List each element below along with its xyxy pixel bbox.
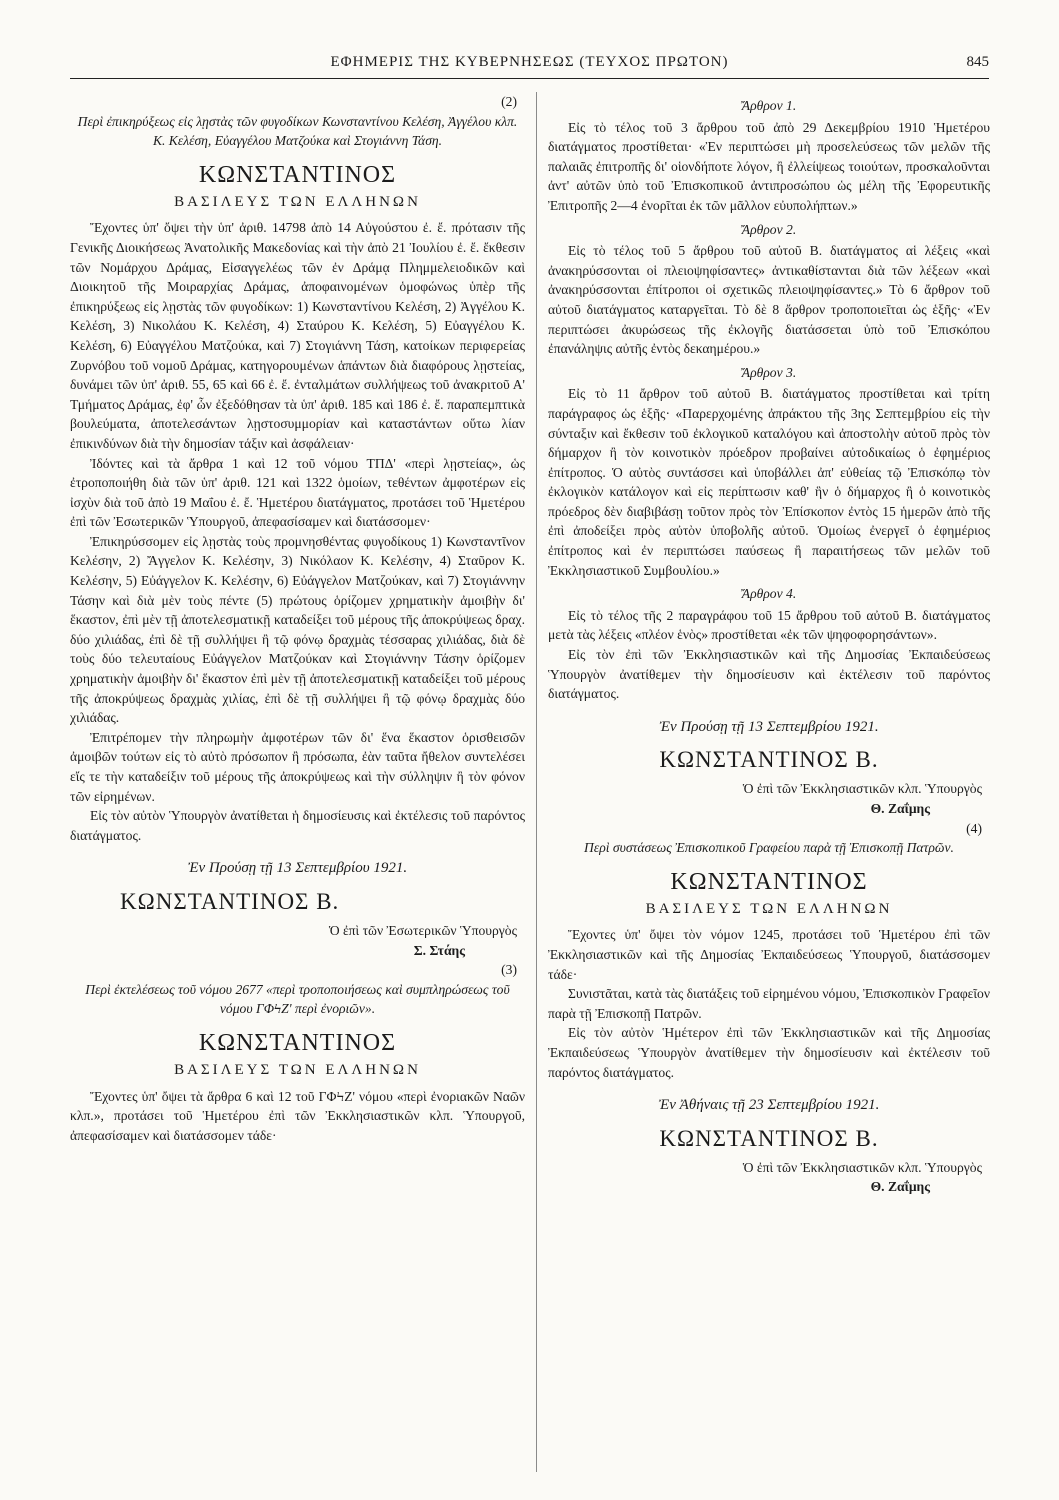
dateline: Ἐν Ἀθήναις τῇ 23 Σεπτεμβρίου 1921. xyxy=(658,1097,880,1114)
minister-title: Ὁ ἐπὶ τῶν Ἐκκλησιαστικῶν κλπ. Ὑπουργὸς xyxy=(742,781,982,797)
decree-subject: Περὶ συστάσεως Ἐπισκοπικοῦ Γραφείου παρὰ τῇ Ἐπισκοπῇ Πατρῶν. xyxy=(584,840,954,856)
decree-subject: Περὶ ἐπικηρύξεως εἰς λῃστὰς τῶν φυγοδίκων Κωνσταντίνου Κελέση, Ἀγγέλου κλπ. Κ. Κελέση, Εὐαγγέλου Ματζούκα καὶ Στογιάννη Τάση. xyxy=(77,113,518,149)
article-text: Εἰς τὸ τέλος τοῦ 3 ἄρθρου τοῦ ἀπὸ 29 Δεκεμβρίου 1910 Ἡμετέρου διατάγματος προστίθεται· «Ἐν περιπτώσει μὴ προσελεύσεως τῶν μελῶν τῆς παλαιᾶς ἐπιτροπῆς δι' οἱονδήποτε λόγον, ἢ ἐλλείψεως τοιούτων, προσκαλοῦνται ἀντ' αὐτῶν ὑπὸ τοῦ Ἐπισκοπικοῦ ἀντιπροσώπου ὡς μέλη τῆς Ἐφορευτικῆς Ἐπιτροπῆς 2—4 ἐνορῖται ἐκ τῶν μᾶλλον εὐυπολήπτων.» xyxy=(548,119,990,213)
article-text: Εἰς τὸ 11 ἄρθρον τοῦ αὐτοῦ Β. διατάγματος προστίθεται καὶ τρίτη παράγραφος ὡς ἑξῆς· «Παρερχομένης ἀπράκτου τῆς 3ης Σεπτεμβρίου εἰς τὴν σύνταξιν καὶ ἔκθεσιν τοῦ ἐκλογικοῦ καταλόγου καὶ ἀποστολὴν αὐτοῦ πρὸς τὸν δήμαρχον ἢ τὸν κοινοτικὸν πρόεδρον προβαίνει αὐτοδικαίως ὁ ἐφημέριος ἐπίτροπος. Ὁ αὐτὸς συντάσσει καὶ ὑποβάλλει ἀπ' εὐθείας τῷ Ἐπισκόπῳ τὸν ἐκλογικὸν κατάλογον καὶ εἰς περίπτωσιν καθ' ἣν ὁ δήμαρχος ἢ ὁ κοινοτικὸς πρόεδρος δὲν διαβιβάσῃ τοῦτον πρὸς τὸν Ἐπίσκοπον ἐντὸς 15 ἡμερῶν ἀπὸ τῆς ἐπὶ ἀποδείξει πρὸς αὐτὸν ὑποβολῆς αὐτοῦ. Ὁμοίως ἐνεργεῖ ὁ ἐφημέριος ἐπίτροπος καὶ ἐν περιπτώσει παύσεως ἢ παραιτήσεως τῶν μελῶν τοῦ Ἐκκλησιαστικοῦ Συμβουλίου.» xyxy=(548,386,990,578)
gazette-title: ΕΦΗΜΕΡΙΣ ΤΗΣ ΚΥΒΕΡΝΗΣΕΩΣ (ΤΕΥΧΟΣ ΠΡΩΤΟΝ) xyxy=(330,54,729,70)
dateline: Ἐν Προύσῃ τῇ 13 Σεπτεμβρίου 1921. xyxy=(187,860,408,877)
decree-paragraph: Ἔχοντες ὑπ' ὄψει τὴν ὑπ' ἀριθ. 14798 ἀπὸ 14 Αὐγούστου ἐ. ἔ. πρότασιν τῆς Γενικῆς Διοικήσεως Ἀνατολικῆς Μακεδονίας καὶ τὴν ἀπὸ 21 Ἰουλίου ἐ. ἔ. ἔκθεσιν τῶν Νομάρχου Δράμας, Εἰσαγγελέως τῶν ἐν Δράμᾳ Πλημμελειοδικῶν καὶ Διοικητοῦ τῆς Μοιραρχίας Δράμας, ἀποφαινομένων ὁμοφώνως ὑπὲρ τῆς ἐπικηρύξεως εἰς λῃστὰς τῶν φυγοδίκων: 1) Κωνσταντίνου Κελέση, 2) Ἀγγέλου Κ. Κελέση, 3) Νικολάου Κ. Κελέση, 4) Σταύρου Κ. Κελέση, 5) Εὐαγγέλου Κ. Κελέση, 6) Εὐαγγέλου Ματζούκα, καὶ 7) Στογιάννη Τάση, κατοίκων περιφερείας Ζυρνόβου τοῦ νομοῦ Δράμας, κατηγορουμένων ἁπάντων διὰ διαφόρους λῃστείας, δυνάμει τῶν ὑπ' ἀριθ. 55, 65 καὶ 66 ἐ. ἔ. ἐνταλμάτων συλλήψεως τοῦ ἀνακριτοῦ Α' Τμήματος Δράμας, ἐφ' ὧν ἐξεδόθησαν τὰ ὑπ' ἀριθ. 185 καὶ 186 ἐ. ἔ. παραπεμπτικὰ βουλεύματα, ἀποτελεσάντων λῃστοσυμμορίαν καὶ καταστάντων οὕτω λίαν ἐπικινδύνων διὰ τὴν δημοσίαν τάξιν καὶ ἀσφάλειαν· xyxy=(70,220,525,451)
king-heading: ΚΩΝΣΤΑΝΤΙΝΟΣ xyxy=(198,161,397,188)
page-header xyxy=(70,50,989,79)
page-number: 845 xyxy=(966,54,989,70)
king-title: ΒΑΣΙΛΕΥΣ ΤΩΝ ΕΛΛΗΝΩΝ xyxy=(174,1061,421,1078)
decree-paragraph: Συνιστᾶται, κατὰ τὰς διατάξεις τοῦ εἰρημένου νόμου, Ἐπισκοπικὸν Γραφεῖον παρὰ τῇ Ἐπισκοπῇ Πατρῶν. xyxy=(548,986,990,1021)
article-heading: Ἄρθρον 1. xyxy=(741,98,797,113)
royal-signature: ΚΩΝΣΤΑΝΤΙΝΟΣ Β. xyxy=(659,747,879,773)
right-column xyxy=(548,92,990,1472)
decree-paragraph: Ἔχοντες ὑπ' ὄψει τὸν νόμον 1245, προτάσει τοῦ Ἡμετέρου ἐπὶ τῶν Ἐκκλησιαστικῶν καὶ τῆς Δημοσίας Ἐκπαιδεύσεως Ὑπουργοῦ, διατάσσομεν τάδε· xyxy=(548,927,990,982)
article-heading: Ἄρθρον 3. xyxy=(741,364,797,380)
article-heading: Ἄρθρον 2. xyxy=(741,221,797,237)
column-divider xyxy=(536,92,537,1472)
decree-paragraph: Ἐπιτρέπομεν τὴν πληρωμὴν ἀμφοτέρων τῶν δι' ἕνα ἕκαστον ὁρισθεισῶν ἀμοιβῶν τούτων εἰς τὸ αὐτὸ πρόσωπον ἢ πρόσωπα, ἐὰν ταῦτα ἤθελον συντελέσει εἴς τε τὴν καταδείξιν τοῦ μέρους τῆς ἀποκρύψεως καὶ τὴν σύλληψιν ἢ τὸν φόνον τῶν εἰρημένων. xyxy=(70,729,525,804)
execution-clause: Εἰς τὸν ἐπὶ τῶν Ἐκκλησιαστικῶν καὶ τῆς Δημοσίας Ἐκπαιδεύσεως Ὑπουργὸν ἀνατίθεμεν τὴν δημοσίευσιν καὶ ἐκτέλεσιν τοῦ παρόντος διατάγματος. xyxy=(548,647,990,702)
king-heading: ΚΩΝΣΤΑΝΤΙΝΟΣ xyxy=(670,868,868,895)
royal-signature: ΚΩΝΣΤΑΝΤΙΝΟΣ Β. xyxy=(659,1125,879,1151)
king-title: ΒΑΣΙΛΕΥΣ ΤΩΝ ΕΛΛΗΝΩΝ xyxy=(174,193,421,210)
decree-paragraph: Ἰδόντες καὶ τὰ ἄρθρα 1 καὶ 12 τοῦ νόμου ΤΠΔ' «περὶ λῃστείας», ὡς ἐτροποποιήθη διὰ τῶν ὑπ' ἀριθ. 121 καὶ 1322 ὁμοίων, τεθέντων ἀμφοτέρων εἰς ἰσχὺν διὰ τοῦ ἀπὸ 19 Μαΐου ἐ. ἔ. Ἡμετέρου διατάγματος, προτάσει τοῦ Ἡμετέρου ἐπὶ τῶν Ἐσωτερικῶν Ὑπουργοῦ, ἀπεφασίσαμεν καὶ διατάσσομεν· xyxy=(70,455,525,530)
minister-name: Θ. Ζαΐμης xyxy=(870,1179,930,1195)
decree-number: (3) xyxy=(501,962,517,978)
decree-number: (2) xyxy=(501,94,517,109)
minister-title: Ὁ ἐπὶ τῶν Ἐκκλησιαστικῶν κλπ. Ὑπουργὸς xyxy=(742,1159,982,1175)
minister-name: Θ. Ζαΐμης xyxy=(870,801,930,816)
royal-signature: ΚΩΝΣΤΑΝΤΙΝΟΣ Β. xyxy=(120,888,340,914)
king-title: ΒΑΣΙΛΕΥΣ ΤΩΝ ΕΛΛΗΝΩΝ xyxy=(645,900,893,917)
minister-title: Ὁ ἐπὶ τῶν Ἐσωτερικῶν Ὑπουργὸς xyxy=(328,922,517,938)
decree-paragraph: Ἔχοντες ὑπ' ὄψει τὰ ἄρθρα 6 καὶ 12 τοῦ ΓΦϞΖ' νόμου «περὶ ἐνοριακῶν Ναῶν κλπ.», προτάσει τοῦ Ἡμετέρου ἐπὶ τῶν Ἐκκλησιαστικῶν κλπ. Ὑπουργοῦ, ἀπεφασίσαμεν καὶ διατάσσομεν τάδε· xyxy=(70,1088,525,1143)
article-text: Εἰς τὸ τέλος τοῦ 5 ἄρθρου τοῦ αὐτοῦ Β. διατάγματος αἱ λέξεις «καὶ ἀνακηρύσσονται οἱ πλειοψηφίσαντες» ἀντικαθίστανται διὰ τῶν λέξεων «καὶ ἀνακηρύσσονται ἐπίτροποι οἱ σχετικῶς πλειοψηφίσαντες.» Τὸ 6 ἄρθρον τοῦ αὐτοῦ διατάγματος καταργεῖται. Τὸ δὲ 8 ἄρθρον τροποποιεῖται ὡς ἑξῆς· «Ἐν περιπτώσει ἀκυρώσεως τῆς ἐκλογῆς διατάσσεται ὑπὸ τοῦ Ἐπισκόπου ἐπανάληψις αὐτῆς ἐντὸς δεκαημέρου.» xyxy=(548,243,990,357)
left-column xyxy=(70,92,525,1472)
decree-number: (4) xyxy=(966,820,982,836)
dateline: Ἐν Προύσῃ τῇ 13 Σεπτεμβρίου 1921. xyxy=(659,718,879,735)
article-text: Εἰς τὸ τέλος τῆς 2 παραγράφου τοῦ 15 ἄρθρου τοῦ αὐτοῦ Β. διατάγματος μετὰ τὰς λέξεις «πλέον ἑνὸς» προστίθεται «ἐκ τῶν ψηφοφορησάντων». xyxy=(548,607,990,643)
decree-subject: Περὶ ἐκτελέσεως τοῦ νόμου 2677 «περὶ τροποποιήσεως καὶ συμπληρώσεως τοῦ νόμου ΓΦϞΖ' περὶ ἐνοριῶν». xyxy=(85,981,510,1017)
decree-paragraph: Εἰς τὸν αὐτὸν Ἡμέτερον ἐπὶ τῶν Ἐκκλησιαστικῶν καὶ τῆς Δημοσίας Ἐκπαιδεύσεως Ὑπουργὸν ἀνατίθεμεν τὴν δημοσίευσιν καὶ ἐκτέλεσιν τοῦ παρόντος διατάγματος. xyxy=(548,1025,990,1080)
decree-paragraph: Εἰς τὸν αὐτὸν Ὑπουργὸν ἀνατίθεται ἡ δημοσίευσις καὶ ἐκτέλεσις τοῦ παρόντος διατάγματος. xyxy=(70,808,525,843)
king-heading: ΚΩΝΣΤΑΝΤΙΝΟΣ xyxy=(198,1029,397,1056)
minister-name: Σ. Στάης xyxy=(413,942,465,958)
article-heading: Ἄρθρον 4. xyxy=(741,586,797,602)
decree-paragraph: Ἐπικηρύσσομεν εἰς λῃστὰς τοὺς προμνησθέντας φυγοδίκους 1) Κωνσταντῖνον Κελέσην, 2) Ἄγγελον Κ. Κελέσην, 3) Νικόλαον Κ. Κελέσην, 4) Σταῦρον Κ. Κελέσην, 5) Εὐάγγελον Κ. Κελέσην, 6) Εὐάγγελον Ματζούκαν, καὶ 7) Στογιάννην Τάσην καὶ διὰ μὲν τοὺς πέντε (5) πρώτους ὁρίζομεν χρηματικὴν ἀμοιβὴν δι' ἕκαστον, ἐπὶ μὲν τῇ ἀποτελεσματικῇ καταδείξει τοῦ μέρους τῆς ἀποκρύψεως δραχ. δύο χιλιάδας, ἐπὶ δὲ τῇ συλλήψει ἢ τῷ φόνῳ δραχμὰς τέσσαρας χιλιάδας, διὰ δὲ τοὺς δύο τελευταίους Εὐάγγελον Ματζούκαν καὶ Στογιάννην Τάσην ὁρίζομεν χρηματικὴν ἀμοιβὴν δι' ἕκαστον ἐπὶ μὲν τῇ ἀποτελεσματικῇ καταδείξει τοῦ μέρους τῆς ἀποκρύψεως δραχμὰς χιλίας, ἐπὶ δὲ τῇ συλλήψει ἢ τῷ φόνῳ δραχμὰς δύο χιλιάδας. xyxy=(70,533,525,726)
